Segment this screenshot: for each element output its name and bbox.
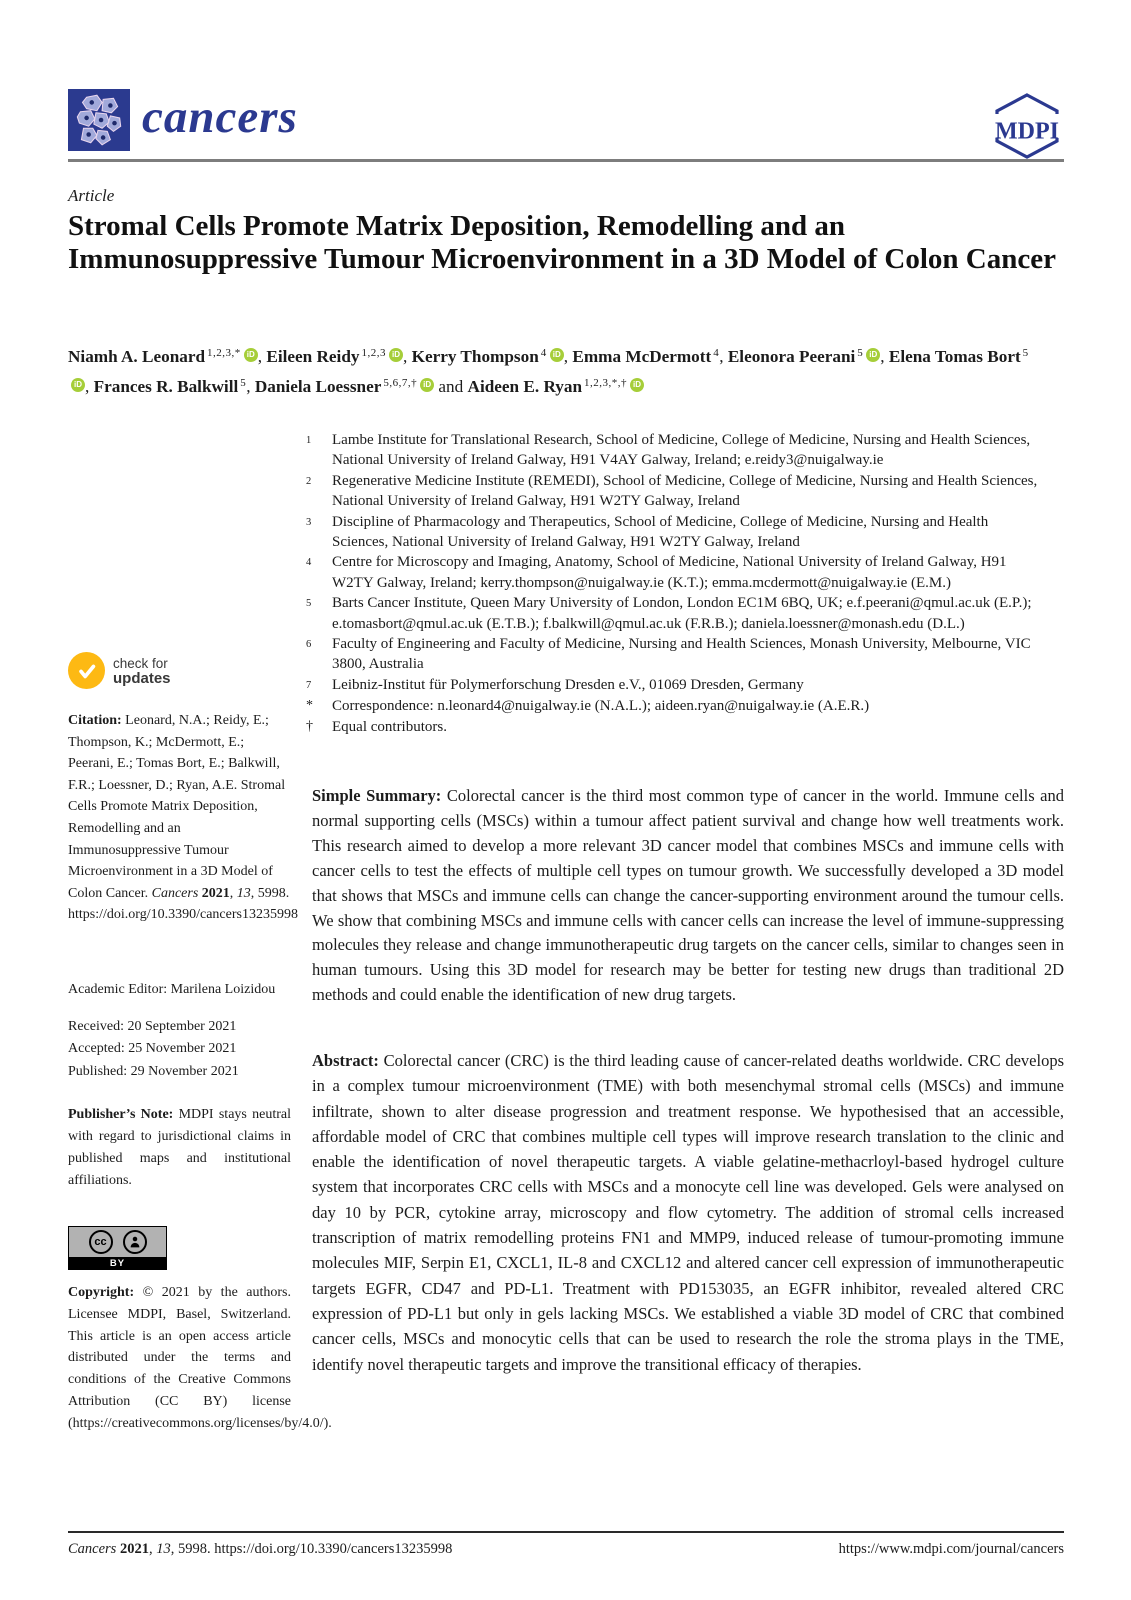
- mdpi-logo-icon: [988, 92, 1066, 160]
- citation-block: Citation: Leonard, N.A.; Reidy, E.; Thompson, K.; McDermott, E.; Peerani, E.; Tomas Bort, E.; Balkwill, F.R.; Loessner, D.; Ryan, A.E. Stromal Cells Promote Matrix Deposition, Remodelling and an Immunosuppressive Tumour Microenvironment in a 3D Model of Colon Cancer. Cancers 2021, 13, 5998. https://doi.org/10.3390/cancers13235998: [68, 713, 298, 923]
- accepted-date: Accepted: 25 November 2021: [68, 1041, 237, 1057]
- affiliation-item: 4 Centre for Microscopy and Imaging, Anatomy, School of Medicine, National University of Ireland Galway, H91 W2TY Galway, Ireland; kerry.thompson@nuigalway.ie (K.T.); emma.mcdermott@nuigalway.ie (E.M.): [306, 554, 1007, 591]
- affiliation-item: 3 Discipline of Pharmacology and Therapeutics, School of Medicine, College of Medicine, Nursing and Health Sciences, National University of Ireland Galway, H91 W2TY Galway, Ireland: [306, 513, 989, 551]
- cc-icon: cc: [89, 1230, 113, 1254]
- author: Elena Tomas Bort $^5$iD ,: [68, 347, 1029, 396]
- orcid-icon[interactable]: iD: [244, 348, 258, 362]
- author-list: [68, 340, 1033, 400]
- author: Frances R. Balkwill $^5$,: [93, 377, 255, 396]
- equal-contributors-note: † Equal contributors.: [306, 718, 447, 735]
- article-type-label: Article: [68, 186, 115, 205]
- correspondence-note: * Correspondence: n.leonard4@nuigalway.ie (N.A.L.); aideen.ryan@nuigalway.ie (A.E.R.): [306, 698, 870, 715]
- author: Emma McDermott $^4$,: [572, 347, 728, 366]
- author: Daniela Loessner $^{5,6,7,\dagger}$ iD and: [254, 377, 468, 396]
- received-date: Received: 20 September 2021: [68, 1019, 237, 1034]
- orcid-icon[interactable]: iD: [550, 348, 564, 362]
- journal-wordmark: cancers: [142, 91, 298, 143]
- orcid-icon[interactable]: iD: [71, 378, 85, 392]
- affiliation-item: 6 Faculty of Engineering and Faculty of Medicine, Nursing and Health Sciences, Monash University, Melbourne, VIC 3800, Australia: [306, 636, 1031, 673]
- simple-summary: Simple Summary: Colorectal cancer is the third most common type of cancer in the world. Immune cells and normal supporting cells (MSCs) within a tumour affect patient survival and change how well treatments work. This research aimed to develop a more relevant 3D cancer model that combines MSCs and immune cells with cancer cells to test the effects of multiple cell types on tumour growth. We successfully developed a 3D model that shows that MSCs and immune cells can change the cancer-supporting environment around the tumour cells. We show that combining MSCs and immune cells with cancer cells can increase the level of immune-suppressing molecules they release and change immunotherapeutic drug targets on the cancer cells, similar to changes seen in human tumours. Using this 3D model for research may be better for testing new drugs than traditional 2D methods and could enable the identification of new drug targets.: [312, 786, 1064, 1005]
- affiliations: [306, 430, 1042, 737]
- header-divider: [68, 159, 1064, 162]
- author: Kerry Thompson $^4$ iD ,: [411, 347, 573, 366]
- cancers-logo: [68, 89, 130, 151]
- footer-journal-link[interactable]: https://www.mdpi.com/journal/cancers: [838, 1541, 1064, 1557]
- author: Aideen E. Ryan $^{1,2,3,*,\dagger}$ iD: [468, 377, 644, 396]
- abstract: Abstract: Colorectal cancer (CRC) is the third leading cause of cancer-related deaths worldwide. CRC develops in a complex tumour microenvironment (TME) with both mesenchymal stromal cells (MSCs) and immune infiltrate, shown to alter disease progression and treatment response. We hypothesised that an accessible, affordable model of CRC that combines multiple cell types will improve research translation to the clinic and enable the identification of novel therapeutic targets. A viable gelatine-methacrloyl-based hydrogel culture system that incorporates CRC cells with MSCs and a monocyte cell line was developed. Gels were analysed on day 10 by PCR, cytokine array, microscopy and flow cytometry. The addition of stromal cells increased transcription of matrix remodelling proteins FN1 and MMP9, induced release of tumour-promoting immune molecules MIF, Serpin E1, CXCL1, IL-8 and CXCL12 and altered cancer cell expression of immunotherapeutic targets EGFR, CD47 and PD-L1. Treatment with PD153035, an EGFR inhibitor, revealed altered CRC expression of PD-L1 but only in gels lacking MSCs. We established a viable 3D model of CRC that combined cancer cells, MSCs and monocytic cells that can be used to research the role the stroma plays in the TME, identify novel therapeutic targets and improve the transitional efficacy of therapies.: [312, 1051, 1064, 1374]
- footer-doi-link[interactable]: https://doi.org/10.3390/cancers13235998: [214, 1541, 453, 1557]
- affiliation-item: 1 Lambe Institute for Translational Research, School of Medicine, College of Medicine, Nursing and Health Sciences, National University of Ireland Galway, H91 V4AY Galway, Ireland; e.reidy3@nuigalway.ie: [306, 432, 1031, 469]
- affiliation-item: 2 Regenerative Medicine Institute (REMEDI), School of Medicine, College of Medicine, Nursing and Health Sciences, National University of Ireland Galway, H91 W2TY Galway, Ireland: [306, 472, 1038, 510]
- page-title: Stromal Cells Promote Matrix Deposition, Remodelling and an Immunosuppressive Tumour Microenvironment in a 3D Model of Colon Cancer: [68, 210, 1056, 275]
- affiliation-item: 5 Barts Cancer Institute, Queen Mary University of London, London EC1M 6BQ, UK; e.f.peerani@qmul.ac.uk (E.P.); e.tomasbort@qmul.ac.uk (E.T.B.); f.balkwill@qmul.ac.uk (F.R.B.); daniela.loessner@monash.edu (D.L.): [306, 595, 1032, 632]
- cc-by-license-badge[interactable]: [68, 1226, 167, 1270]
- check-for-label: check for: [113, 655, 168, 671]
- orcid-icon[interactable]: iD: [630, 378, 644, 392]
- cc-by-label: BY: [69, 1257, 166, 1270]
- article-dates: [68, 1016, 291, 1083]
- copyright-block: Copyright: © 2021 by the authors. Licensee MDPI, Basel, Switzerland. This article is an open access article distributed under the terms and conditions of the Creative Commons Attribution (CC BY) license (https://creativecommons.org/licenses/by/4.0/).: [68, 1285, 332, 1431]
- published-date: Published: 29 November 2021: [68, 1063, 239, 1079]
- affiliation-item: 7 Leibniz-Institut für Polymerforschung Dresden e.V., 01069 Dresden, Germany: [306, 676, 804, 693]
- license-link[interactable]: https://creativecommons.org/licenses/by/4.0/: [72, 1415, 324, 1431]
- author: Eleonora Peerani $^5$ iD ,: [727, 347, 889, 366]
- author: Niamh A. Leonard $^{1,2,3,*}$ iD ,: [68, 347, 267, 366]
- academic-editor: Academic Editor: Marilena Loizidou: [68, 982, 276, 997]
- orcid-icon[interactable]: iD: [389, 348, 403, 362]
- check-icon: [68, 652, 105, 689]
- publishers-note: Publisher’s Note: MDPI stays neutral with regard to jurisdictional claims in published maps and institutional affiliations.: [68, 1107, 291, 1188]
- simple-summary-label: Simple Summary:: [312, 786, 442, 805]
- author: Eileen Reidy $^{1,2,3}$ iD ,: [266, 347, 412, 366]
- footer-divider: [68, 1531, 1064, 1533]
- updates-label: updates: [113, 669, 171, 687]
- citation-doi-link[interactable]: https://doi.org/10.3390/cancers13235998: [68, 907, 298, 923]
- footer-citation: Cancers 2021, 13, 5998. https://doi.org/10.3390/cancers13235998: [68, 1541, 453, 1557]
- mdpi-logo-text: MDPI: [995, 118, 1059, 145]
- check-for-updates-badge[interactable]: [68, 652, 171, 689]
- orcid-icon[interactable]: iD: [420, 378, 434, 392]
- cc-by-person-icon: [123, 1230, 147, 1254]
- orcid-icon[interactable]: iD: [866, 348, 880, 362]
- journal-logo-cells-icon: [68, 89, 130, 151]
- abstract-label: Abstract:: [312, 1051, 379, 1070]
